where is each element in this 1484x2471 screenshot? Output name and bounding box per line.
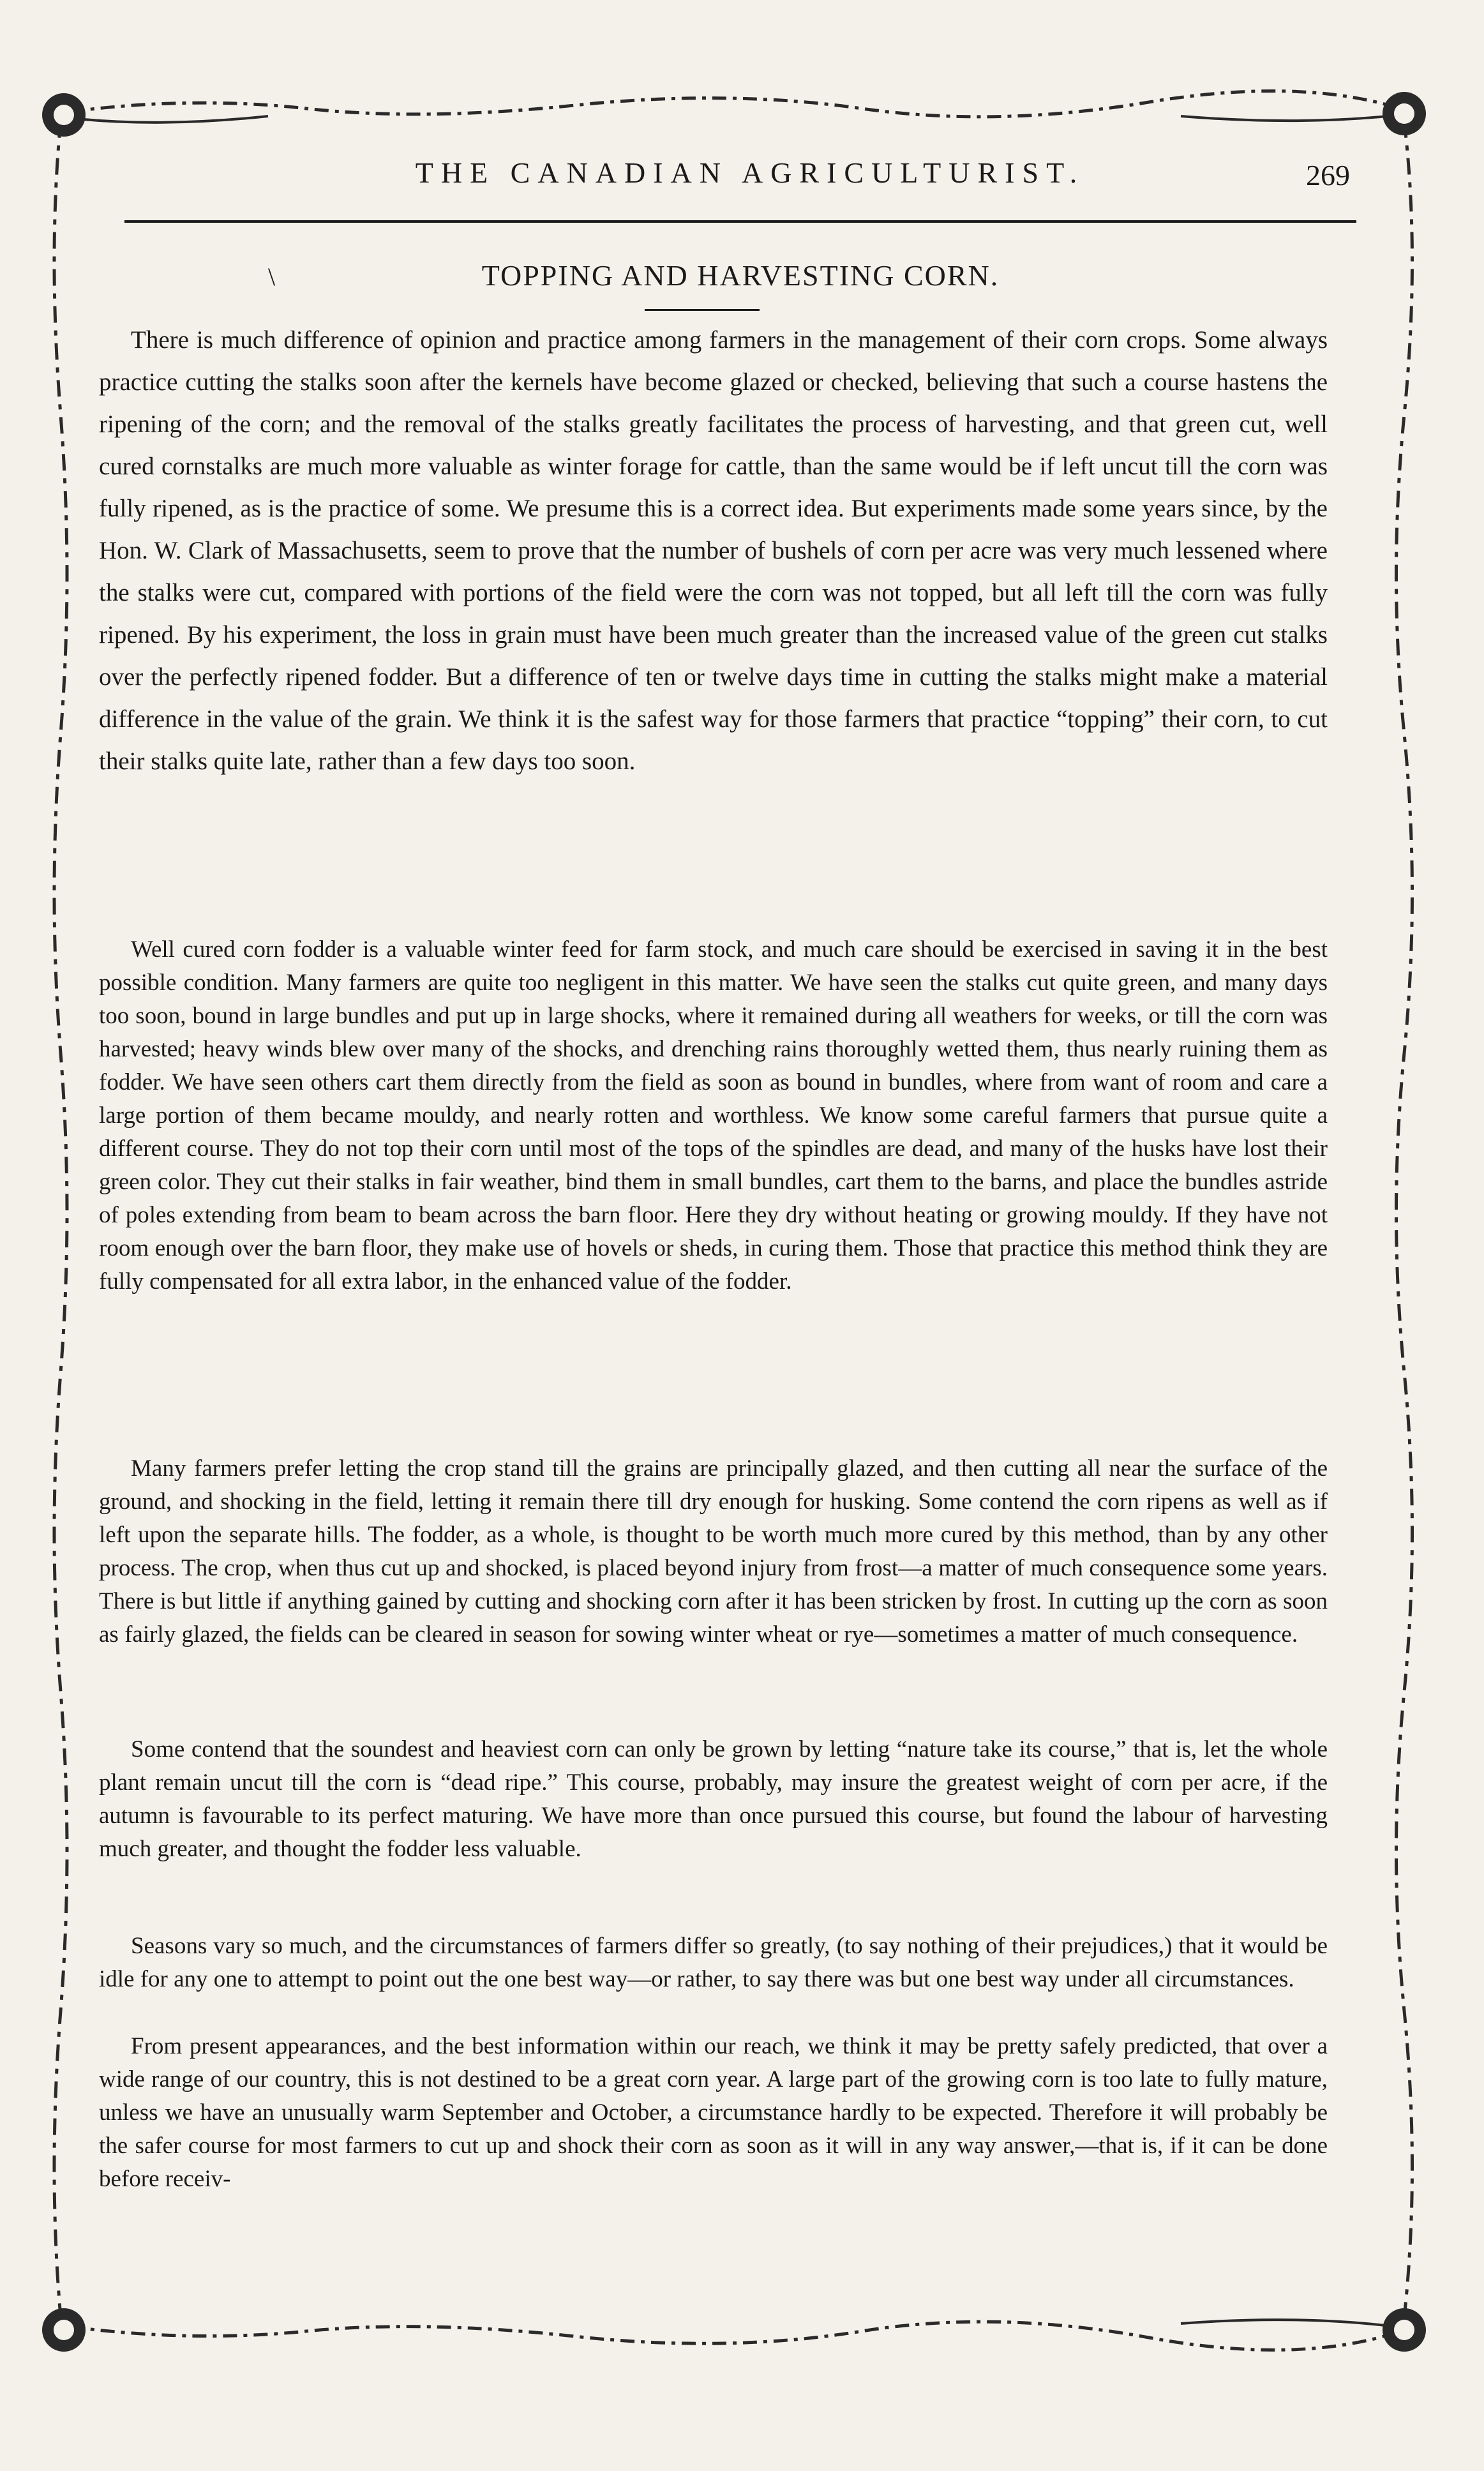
article-body-large xyxy=(99,319,1328,783)
title-rule xyxy=(645,309,760,311)
stray-mark: \ xyxy=(268,262,276,291)
paragraph: From present appearances, and the best information within our reach, we think it may be pretty safely predicted, that over a wide range of our country, this is not destined to be a great corn year. A large part of the growing corn is too late to fully mature, unless we have an unusually warm September and October, a circumstance hardly to be expected. Therefore it will probably be the safer course for most farmers to cut up and shock their corn as soon as it will in any way answer,—that is, if it can be done before receiv- xyxy=(99,2033,1328,2192)
article-title: TOPPING AND HARVESTING CORN. xyxy=(481,259,1000,292)
article-body-small xyxy=(99,1452,1328,1651)
paragraph: Some contend that the soundest and heaviest corn can only be grown by letting “nature take its course,” that is, let the whole plant remain uncut till the corn is “dead ripe.” This course, probably, may insure the greatest weight of corn per acre, if the autumn is favourable to its perfect maturing. We have more than once pursued this course, but found the labour of harvesting much greater, and thought the fodder less valuable. xyxy=(99,1736,1328,1862)
header-rule xyxy=(124,220,1356,223)
article-body-small xyxy=(99,1733,1328,1866)
paragraph: There is much difference of opinion and practice among farmers in the management of their corn crops. Some always practice cutting the stalks soon after the kernels have become glazed or checked, believing that such a course hastens the ripening of the corn; and the removal of the stalks greatly facilitates the process of harvesting, and that green cut, well cured cornstalks are much more valuable as winter forage for cattle, than the same would be if left uncut till the corn was fully ripened, as is the practice of some. We presume this is a correct idea. But experiments made some years since, by the Hon. W. Clark of Massachusetts, seem to prove that the number of bushels of corn per acre was very much lessened where the stalks were cut, compared with portions of the field were the corn was not topped, but all left till the corn was fully ripened. By his experiment, the loss in grain must have been much greater than the increased value of the green cut stalks over the perfectly ripened fodder. But a difference of ten or twelve days time in cutting the stalks might make a material difference in the value of the grain. We think it is the safest way for those farmers that practice “topping” their corn, to cut their stalks quite late, rather than a few days too soon. xyxy=(99,326,1328,775)
article-body-small xyxy=(99,1930,1328,1996)
paragraph: Many farmers prefer letting the crop stand till the grains are principally glazed, and then cutting all near the surface of the ground, and shocking in the field, letting it remain there till dry enough for husking. Some contend the corn ripens as well as if left upon the separate hills. The fodder, as a whole, is thought to be worth much more cured by this method, than by any other process. The crop, when thus cut up and shocked, is placed beyond injury from frost—a matter of much consequence some years. There is but little if anything gained by cutting and shocking corn after it has been stricken by frost. In cutting up the corn as soon as fairly glazed, the fields can be cleared in season for sowing winter wheat or rye—sometimes a matter of much consequence. xyxy=(99,1455,1328,1648)
article-body-small xyxy=(99,2030,1328,2196)
running-head xyxy=(124,147,1375,198)
journal-title: THE CANADIAN AGRICULTURIST. xyxy=(415,156,1085,189)
article-body-small xyxy=(99,933,1328,1298)
page-number: 269 xyxy=(1306,159,1350,192)
paragraph: Seasons vary so much, and the circumstances of farmers differ so greatly, (to say nothing of their prejudices,) that it would be idle for any one to attempt to point out the one best way—or rather, to say there was but one best way under all circumstances. xyxy=(99,1933,1328,1992)
paragraph: Well cured corn fodder is a valuable winter feed for farm stock, and much care should be exercised in saving it in the best possible condition. Many farmers are quite too negligent in this matter. We have seen the stalks cut quite green, and many days too soon, bound in large bundles and put up in large shocks, where it remained during all weathers for weeks, or till the corn was harvested; heavy winds blew over many of the shocks, and drenching rains thoroughly wetted them, thus nearly ruining them as fodder. We have seen others cart them directly from the field as soon as bound in bundles, where from want of room and care a large portion of them became mouldy, and nearly rotten and worthless. We know some careful farmers that pursue quite a different course. They do not top their corn until most of the tops of the spindles are dead, and many of the husks have lost their green color. They cut their stalks in fair weather, bind them in small bundles, cart them to the barns, and place the bundles astride of poles extending from beam to beam across the barn floor. Here they dry without heating or growing mouldy. If they have not room enough over the barn floor, they make use of hovels or sheds, in curing them. Those that practice this method think they are fully compensated for all extra labor, in the enhanced value of the fodder. xyxy=(99,936,1328,1295)
